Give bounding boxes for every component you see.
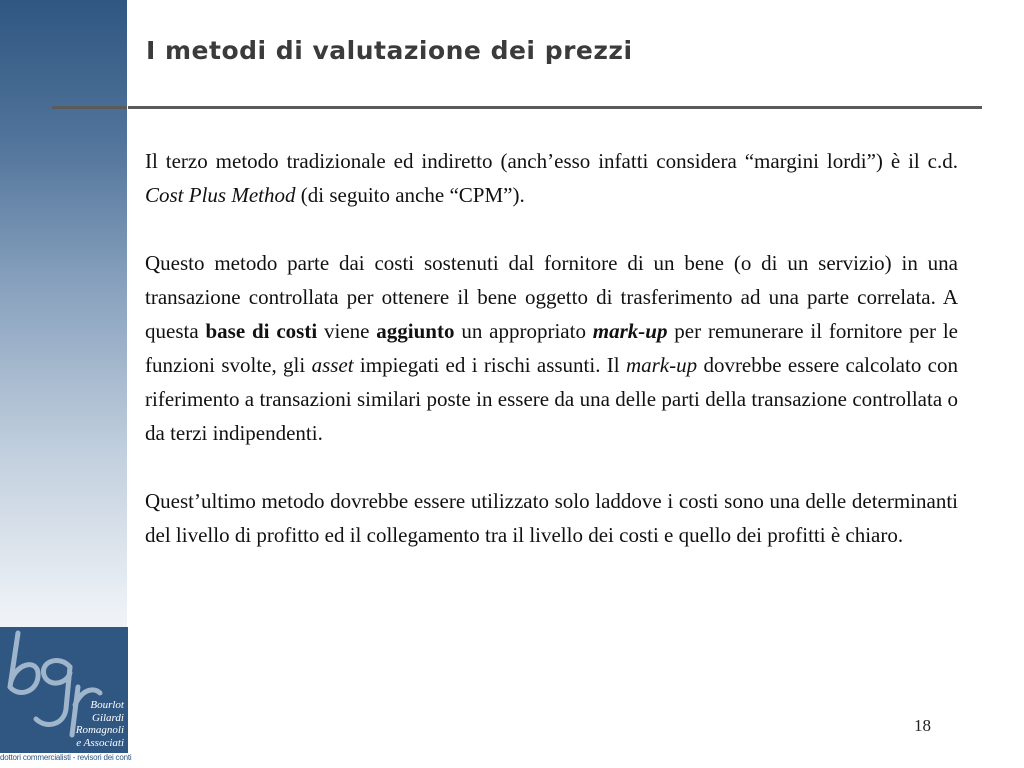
p2-text-a: Questo metodo parte dai costi sostenuti dal fornitore di un bene (o di un servizio) in una transazione controllata per ottenere il bene oggetto di trasferimento ad una parte correlata. A questa: [145, 251, 958, 343]
logo-name-4: e Associati: [76, 736, 124, 749]
p2-asset: asset: [311, 353, 354, 377]
logo-partner-names: [76, 699, 124, 749]
company-logo: [0, 627, 128, 753]
p2-text-e: un appropriato: [454, 319, 593, 343]
p2-mark-up-bold: mark-up: [592, 319, 668, 343]
paragraph-1: [145, 144, 958, 212]
title-divider: [52, 106, 982, 109]
p2-text-i: impiegati ed i rischi assunti. Il: [353, 353, 626, 377]
p2-text-k: dovrebbe essere calcolato con riferimento a transazioni similari poste in essere da una delle parti della transazione controllata o da terzi indipendenti.: [145, 353, 958, 445]
logo-name-3: Romagnoli: [75, 724, 124, 736]
p2-aggiunto: aggiunto: [376, 319, 455, 343]
logo-name-1: Bourlot: [90, 699, 124, 711]
paragraph-3: Quest’ultimo metodo dovrebbe essere utilizzato solo laddove i costi sono una delle determinanti del livello di profitto ed il collegamento tra il livello dei costi e quello dei profitti è chiaro.: [145, 489, 958, 547]
p1-text-a: Il terzo metodo tradizionale ed indiretto (anch’esso infatti considera “margini lordi”) è il c.d.: [145, 149, 958, 173]
slide-title: I metodi di valutazione dei prezzi: [146, 36, 633, 65]
p2-base-di-costi: base di costi: [205, 319, 318, 343]
logo-tagline: dottori commercialisti - revisori dei conti: [0, 753, 132, 762]
p2-mark-up: mark-up: [625, 353, 698, 377]
p2-text-c: viene: [317, 319, 377, 343]
p1-cost-plus-method: Cost Plus Method: [145, 183, 296, 207]
logo-name-2: Gilardi: [92, 711, 124, 724]
paragraph-2: [145, 246, 958, 450]
p1-text-c: (di seguito anche “CPM”).: [295, 183, 525, 207]
page-number: 18: [914, 716, 931, 735]
title-divider-gap: [127, 104, 128, 111]
p2-text-g: per remunerare il fornitore per le funzioni svolte, gli: [145, 319, 958, 377]
slide-body: [145, 144, 958, 552]
